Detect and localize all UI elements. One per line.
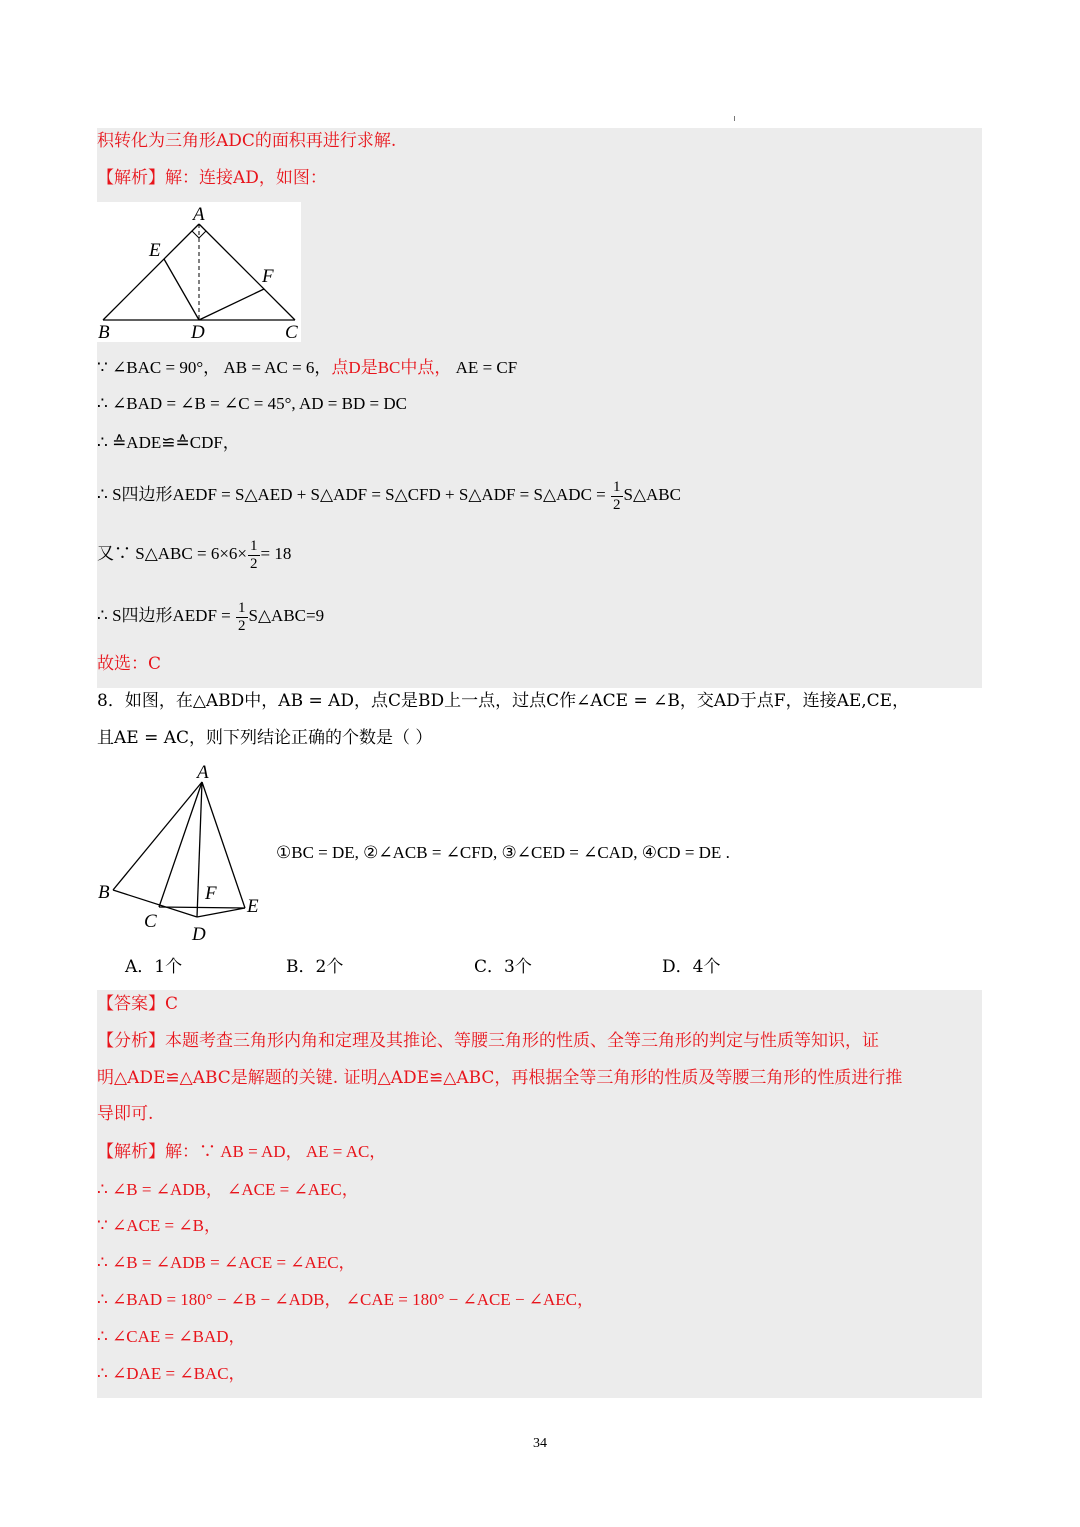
answer8-analysis-2: 明△ADE≌△ABC是解题的关键. 证明△ADE≌△ABC，再根据全等三角形的性质及等腰三角形的性质进行推 [97, 1068, 903, 1088]
step6-part2: S△ABC=9 [248, 606, 325, 625]
answer8-solution-first [97, 1140, 386, 1164]
step6-part1: ∴ S四边形AEDF = [97, 606, 236, 625]
segment-ad [197, 782, 202, 917]
option-b-text: 2个 [315, 957, 344, 977]
fraction-denominator: 2 [250, 555, 258, 572]
fraction-numerator: 1 [250, 537, 258, 554]
page-number: 34 [533, 1436, 547, 1451]
fraction-half [248, 538, 260, 573]
label-c: C [144, 911, 157, 932]
answer8-step-6: ∴ ∠DAE = ∠BAC， [97, 1364, 246, 1383]
analysis-text-1: 本题考查三角形内角和定理及其推论、等腰三角形的性质、全等三角形的判定与性质等知识，证 [165, 1031, 879, 1051]
fraction-numerator: 1 [613, 478, 621, 495]
step5-part2: = 18 [260, 544, 292, 563]
option-b-label: B． [286, 957, 316, 977]
question8-statements: ①BC = DE, ②∠ACB = ∠CFD, ③∠CED = ∠CAD, ④CD = DE . [276, 843, 730, 862]
analysis-text: 解：连接AD，如图： [165, 168, 327, 188]
label-e: E [247, 896, 259, 917]
fraction-half [611, 479, 623, 514]
figure-triangle-abc-svg [97, 202, 301, 342]
step1-part2: AE = CF [451, 358, 518, 377]
segment-ce [159, 907, 245, 908]
label-c: C [285, 322, 298, 342]
step5-part1: 又∵ S△ABC = 6×6× [97, 544, 247, 563]
step1-part1: ∵ ∠BAC = 90°， AB = AC = 6， [97, 358, 332, 377]
step4-part1: ∴ S四边形AEDF = S△AED + S△ADF = S△CFD + S△ADF = S△ADC = [97, 485, 610, 504]
label-e: E [149, 240, 161, 261]
step1-red: 点D是BC中点， [331, 358, 452, 377]
label-f: F [262, 266, 274, 287]
solution-first-text: 解：∵ AB = AD， AE = AC， [165, 1142, 387, 1161]
fraction-half [236, 600, 248, 635]
answer8-step-4: ∴ ∠BAD = 180° − ∠B − ∠ADB， ∠CAE = 180° − ∠ACE − ∠AEC， [97, 1290, 595, 1309]
option-c[interactable] [474, 955, 532, 979]
figure-triangle-abc [97, 202, 301, 342]
segment-ab [113, 782, 202, 890]
option-c-label: C． [474, 957, 505, 977]
answer8-analysis-1 [97, 1029, 879, 1053]
segment-de [197, 908, 245, 917]
segment-ac [199, 224, 295, 320]
segment-ac [159, 782, 202, 907]
answer8-analysis-3: 导即可. [97, 1104, 154, 1124]
analysis-heading: 【分析】 [97, 1031, 165, 1051]
solution-step-4 [97, 476, 681, 514]
solution-step-2: ∴ ∠BAD = ∠B = ∠C = 45°, AD = BD = DC [97, 394, 407, 413]
option-d[interactable] [662, 955, 720, 979]
segment-df [199, 289, 264, 320]
label-a: A [193, 204, 205, 225]
label-f: F [205, 883, 217, 904]
solution-step-5 [97, 535, 291, 573]
answer8-step-5: ∴ ∠CAE = ∠BAD， [97, 1327, 246, 1346]
option-d-text: 4个 [692, 957, 721, 977]
answer8-step-1: ∴ ∠B = ∠ADB， ∠ACE = ∠AEC， [97, 1180, 359, 1199]
option-a-label: A． [125, 957, 155, 977]
option-c-text: 3个 [504, 957, 532, 977]
figure-triangle-abd-svg [97, 760, 272, 948]
solution-answer: 故选：C [97, 654, 162, 674]
segment-ed [164, 259, 199, 320]
figure-triangle-abd [97, 760, 272, 948]
question8-line2: 且AE = AC，则下列结论正确的个数是（ ） [97, 728, 433, 748]
option-a[interactable] [125, 955, 182, 979]
label-b: B [98, 882, 110, 903]
solution-step-6 [97, 597, 324, 635]
fraction-denominator: 2 [238, 617, 246, 634]
solution-intro: 积转化为三角形ADC的面积再进行求解. [97, 131, 397, 151]
header-mark [734, 116, 735, 121]
answer8-answer: 【答案】C [97, 994, 179, 1014]
solution-step-3: ∴ ≙ADE≌≙CDF， [97, 433, 240, 452]
answer8-step-2: ∵ ∠ACE = ∠B， [97, 1216, 221, 1235]
solution-step-1 [97, 356, 517, 380]
option-a-text: 1个 [154, 957, 183, 977]
question8-line1: 8．如图，在△ABD中，AB = AD，点C是BD上一点，过点C作∠ACE = ∠B，交AD于点F，连接AE,CE， [97, 691, 910, 711]
option-d-label: D． [662, 957, 693, 977]
label-a: A [197, 762, 209, 783]
option-b[interactable] [286, 955, 343, 979]
step4-part2: S△ABC [623, 485, 681, 504]
label-d: D [192, 924, 206, 945]
fraction-denominator: 2 [613, 496, 621, 513]
analysis-heading: 【解析】 [97, 168, 165, 188]
segment-ab [103, 224, 199, 320]
label-b: B [98, 322, 110, 342]
label-d: D [191, 322, 205, 342]
answer8-step-3: ∴ ∠B = ∠ADB = ∠ACE = ∠AEC， [97, 1253, 356, 1272]
fraction-numerator: 1 [238, 599, 246, 616]
solution-analysis-line [97, 166, 327, 190]
solution-heading: 【解析】 [97, 1142, 165, 1162]
